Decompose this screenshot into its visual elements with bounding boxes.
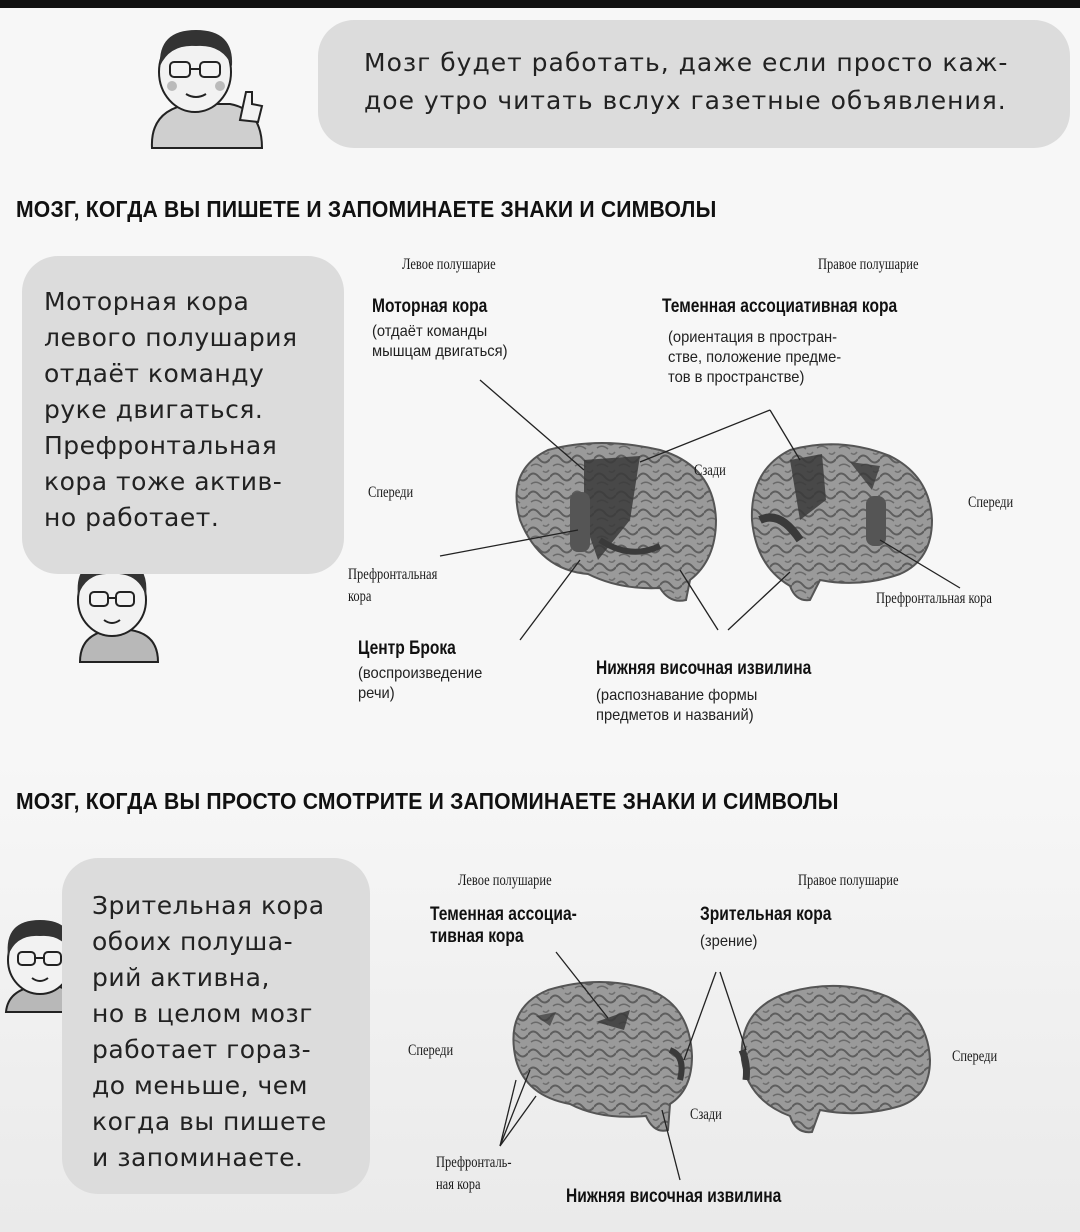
front-label-left-2: Спереди [408, 1042, 454, 1059]
label-line: тивная кора [430, 926, 524, 947]
bubble-line: работает гораз- [92, 1035, 312, 1064]
desc-line: (воспроизведение [358, 665, 483, 682]
desc-line: стве, положение предме- [668, 349, 842, 366]
bubble-line: до меньше, чем [92, 1071, 309, 1100]
desc-line: предметов и названий) [596, 707, 754, 724]
bubble-line: Зрительная кора [92, 891, 325, 920]
bubble-line: отдаёт команду [44, 359, 265, 388]
prefrontal-label-2 [436, 1152, 512, 1196]
left-hemisphere-label: Левое полушарие [402, 256, 496, 273]
bubble-line: и запоминаете. [92, 1143, 304, 1172]
label-line: Префронталь- [436, 1154, 512, 1171]
broca-desc [358, 664, 482, 704]
front-label-right: Спереди [968, 494, 1014, 511]
desc-line: тов в пространстве) [668, 369, 805, 386]
label-line: Теменная ассоциа- [430, 904, 577, 925]
desc-line: (распознавание формы [596, 687, 758, 704]
temporal-gyrus-title-2: Нижняя височная извилина [566, 1186, 782, 1207]
bubble-line: обоих полуша- [92, 927, 294, 956]
section1-speech-bubble [22, 256, 344, 574]
desc-line: мышцам двигаться) [372, 343, 508, 360]
visual-cortex-desc: (зрение) [700, 933, 758, 950]
bubble-line: рий активна, [92, 963, 270, 992]
parietal-cortex-title-2 [430, 904, 577, 948]
back-label: Сзади [694, 462, 726, 479]
brain-right-hemisphere-1 [752, 444, 932, 600]
back-label-2: Сзади [690, 1106, 722, 1123]
bubble-line: когда вы пишете [92, 1107, 327, 1136]
parietal-cortex-desc [668, 328, 841, 388]
bubble-line: кора тоже актив- [44, 467, 283, 496]
section2-heading: МОЗГ, КОГДА ВЫ ПРОСТО СМОТРИТЕ И ЗАПОМИНАЕТЕ ЗНАКИ И СИМВОЛЫ [16, 788, 839, 814]
intro-line: Мозг будет работать, даже если просто каж- [364, 48, 1009, 77]
motor-cortex-title: Моторная кора [372, 296, 488, 317]
section2-speech-bubble [62, 858, 370, 1194]
temporal-gyrus-desc [596, 686, 757, 726]
broca-title: Центр Брока [358, 638, 456, 659]
brain-left-hemisphere-2 [513, 982, 692, 1131]
parietal-cortex-title: Теменная ассоциативная кора [662, 296, 898, 317]
prefrontal-label-right: Префронтальная кора [876, 590, 992, 607]
visual-cortex-title: Зрительная кора [700, 904, 832, 925]
motor-cortex-desc [372, 322, 508, 362]
brain-right-hemisphere-2 [742, 986, 930, 1132]
intro-line: дое утро читать вслух газетные объявления. [364, 86, 1007, 115]
temporal-gyrus-title: Нижняя височная извилина [596, 658, 812, 679]
prefrontal-label-left [348, 564, 437, 608]
bubble-line: левого полушария [44, 323, 298, 352]
right-hemisphere-label: Правое полушарие [818, 256, 919, 273]
label-line: ная кора [436, 1176, 481, 1193]
label-line: Префронтальная [348, 566, 438, 583]
bubble-line: Префронтальная [44, 431, 278, 460]
front-label-right-2: Спереди [952, 1048, 998, 1065]
bubble-line: Моторная кора [44, 287, 250, 316]
right-hemisphere-label-2: Правое полушарие [798, 872, 899, 889]
left-hemisphere-label-2: Левое полушарие [458, 872, 552, 889]
desc-line: (ориентация в простран- [668, 329, 838, 346]
front-label-left: Спереди [368, 484, 414, 501]
intro-speech-bubble [318, 20, 1070, 148]
brain-left-hemisphere-1 [517, 443, 717, 601]
bubble-line: но в целом мозг [92, 999, 313, 1028]
character-icon-top [152, 30, 262, 148]
label-line: кора [348, 588, 372, 605]
bubble-line: руке двигаться. [44, 395, 264, 424]
desc-line: речи) [358, 685, 395, 702]
bubble-line: но работает. [44, 503, 220, 532]
desc-line: (отдаёт команды [372, 323, 488, 340]
section1-heading: МОЗГ, КОГДА ВЫ ПИШЕТЕ И ЗАПОМИНАЕТЕ ЗНАКИ И СИМВОЛЫ [16, 196, 717, 222]
